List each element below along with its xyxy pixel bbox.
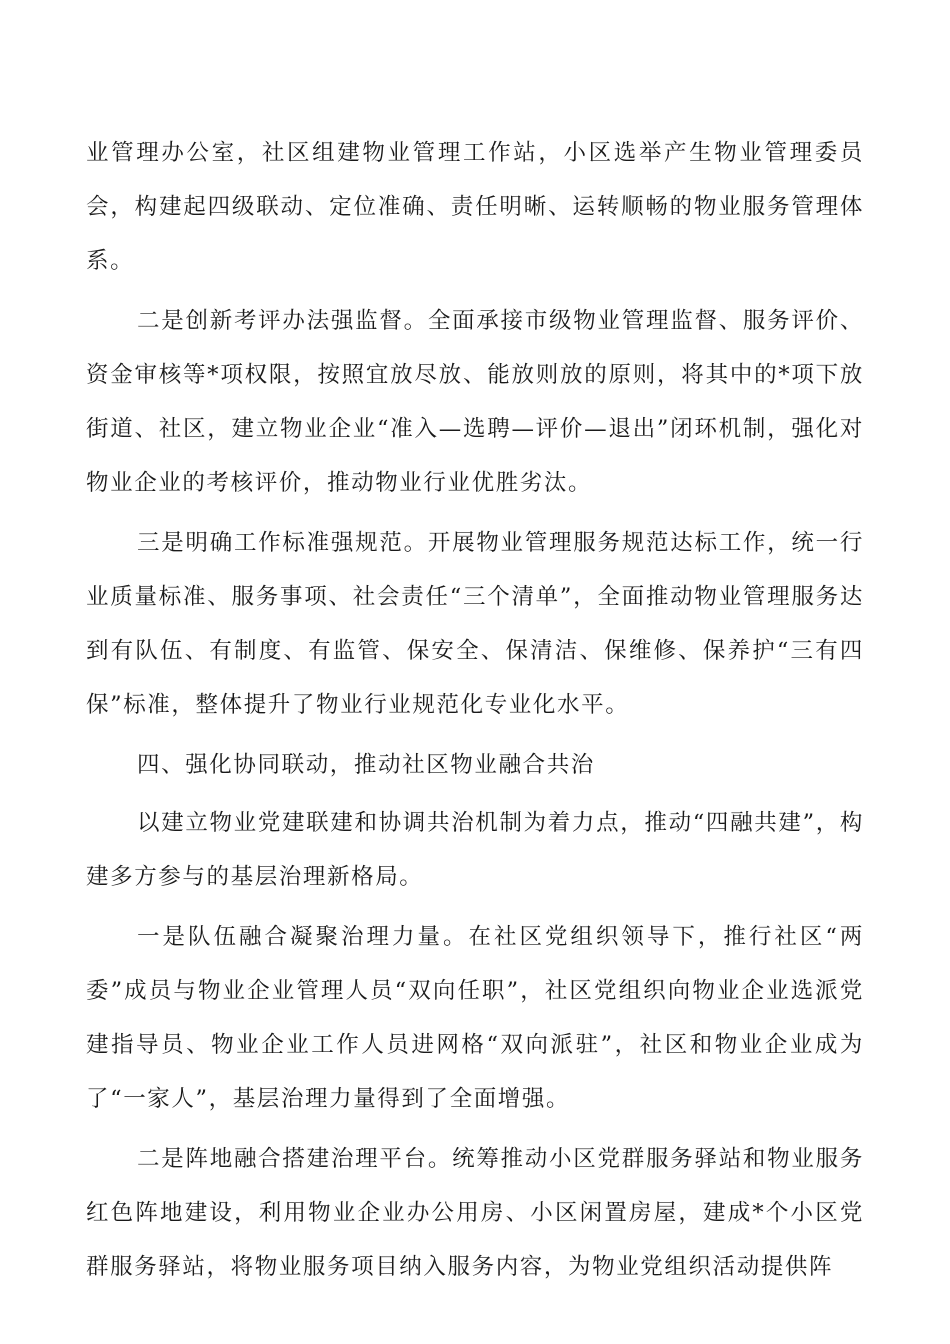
paragraph-section-intro: 以建立物业党建联建和协调共治机制为着力点，推动“四融共建”，构建多方参与的基层治理新格局。 xyxy=(86,810,864,890)
paragraph-supervision: 二是创新考评办法强监督。全面承接市级物业管理监督、服务评价、资金审核等*项权限，按照宜放尽放、能放则放的原则，将其中的*项下放街道、社区，建立物业企业“准入—选聘—评价—退出”闭环机制，强化对物业企业的考核评价，推动物业行业优胜劣汰。 xyxy=(86,308,864,496)
paragraph-standards: 三是明确工作标准强规范。开展物业管理服务规范达标工作，统一行业质量标准、服务事项、社会责任“三个清单”，全面推动物业管理服务达到有队伍、有制度、有监管、保安全、保清洁、保维修、保养护“三有四保”标准，整体提升了物业行业规范化专业化水平。 xyxy=(86,530,864,718)
paragraph-platform-integration: 二是阵地融合搭建治理平台。统筹推动小区党群服务驿站和物业服务红色阵地建设，利用物业企业办公用房、小区闲置房屋，建成*个小区党群服务驿站，将物业服务项目纳入服务内容，为物业党组织活动提供阵 xyxy=(86,1146,864,1280)
section-heading: 四、强化协同联动，推动社区物业融合共治 xyxy=(137,752,595,778)
paragraph-team-integration: 一是队伍融合凝聚治理力量。在社区党组织领导下，推行社区“两委”成员与物业企业管理人员“双向任职”，社区党组织向物业企业选派党建指导员、物业企业工作人员进网格“双向派驻”，社区和物业企业成为了“一家人”，基层治理力量得到了全面增强。 xyxy=(86,924,864,1112)
document-body xyxy=(86,126,864,1300)
paragraph-continuation: 业管理办公室，社区组建物业管理工作站，小区选举产生物业管理委员会，构建起四级联动、定位准确、责任明晰、运转顺畅的物业服务管理体系。 xyxy=(86,140,864,274)
